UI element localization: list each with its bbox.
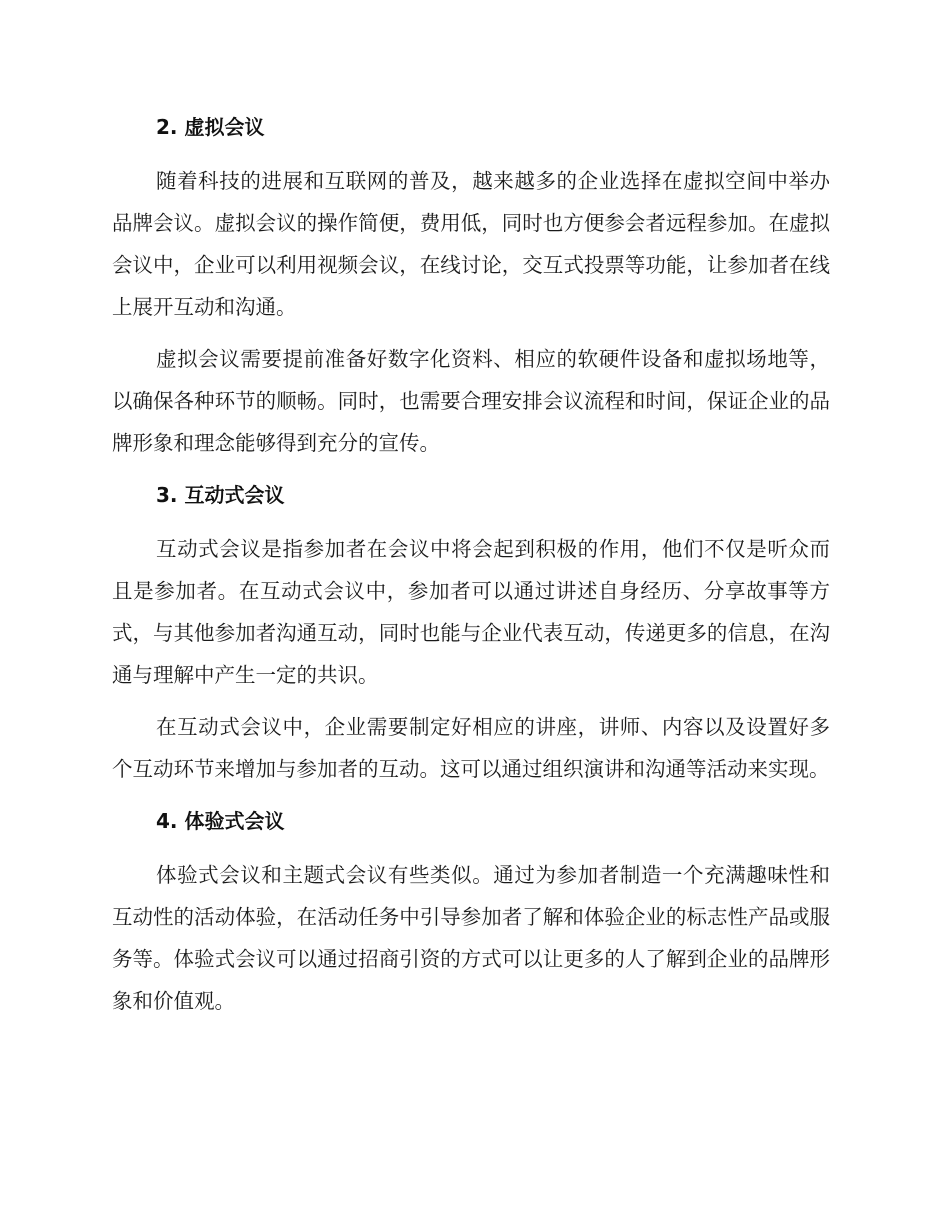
paragraph: 体验式会议和主题式会议有些类似。通过为参加者制造一个充满趣味性和互动性的活动体验，在活动任务中引导参加者了解和体验企业的标志性产品或服务等。体验式会议可以通过招商引资的方式可以让更多的人了解到企业的品牌形象和价值观。 (112, 863, 830, 1013)
paragraph: 随着科技的进展和互联网的普及，越来越多的企业选择在虚拟空间中举办品牌会议。虚拟会议的操作简便，费用低，同时也方便参会者远程参加。在虚拟会议中，企业可以利用视频会议，在线讨论，交互式投票等功能，让参加者在线上展开互动和沟通。 (112, 169, 830, 319)
document-body (112, 106, 830, 1032)
section-experiential-meeting (112, 800, 830, 1022)
section-heading: 4. 体验式会议 (156, 809, 285, 833)
section-heading: 3. 互动式会议 (156, 483, 285, 507)
section-virtual-meeting (112, 106, 830, 464)
paragraph: 在互动式会议中，企业需要制定好相应的讲座，讲师、内容以及设置好多个互动环节来增加与参加者的互动。这可以通过组织演讲和沟通等活动来实现。 (112, 715, 830, 781)
section-heading: 2. 虚拟会议 (156, 115, 265, 139)
paragraph: 互动式会议是指参加者在会议中将会起到积极的作用，他们不仅是听众而且是参加者。在互动式会议中，参加者可以通过讲述自身经历、分享故事等方式，与其他参加者沟通互动，同时也能与企业代表互动，传递更多的信息，在沟通与理解中产生一定的共识。 (112, 537, 830, 687)
section-interactive-meeting (112, 474, 830, 790)
paragraph: 虚拟会议需要提前准备好数字化资料、相应的软硬件设备和虚拟场地等，以确保各种环节的顺畅。同时，也需要合理安排会议流程和时间，保证企业的品牌形象和理念能够得到充分的宣传。 (112, 347, 830, 455)
